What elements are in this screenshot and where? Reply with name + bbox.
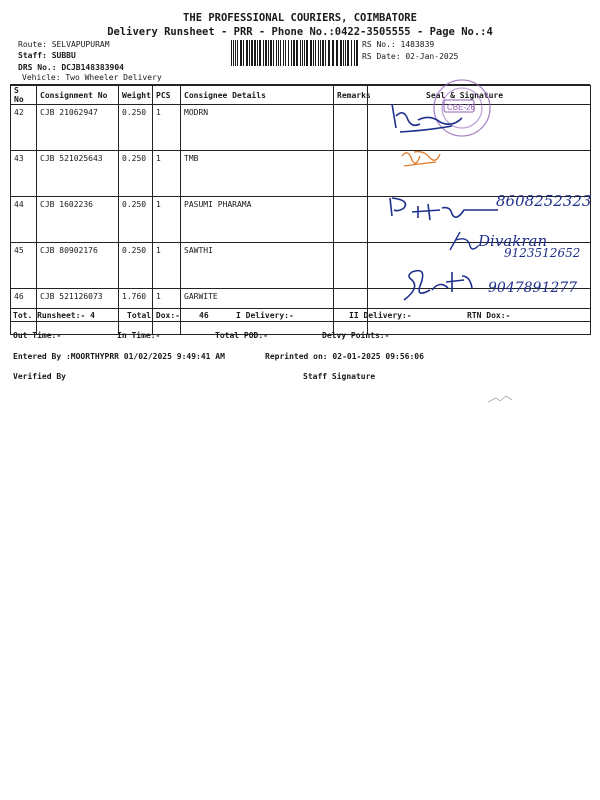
cell-consignee: MODRN xyxy=(181,105,334,151)
cell-consignee: GARWITE xyxy=(181,289,334,335)
out-time-label: Out Time:- xyxy=(13,331,62,340)
cell-sno: 42 xyxy=(11,105,37,151)
cell-consignment: CJB 80902176 xyxy=(37,243,119,289)
delvy-points-label: Delvy Points:- xyxy=(322,331,390,340)
signature-overlay xyxy=(0,0,600,320)
handwritten-name-row-45: Divakran xyxy=(478,232,548,250)
col-header-sno: S No xyxy=(11,86,37,105)
cell-pcs: 1 xyxy=(153,151,181,197)
summary-mid-rule xyxy=(10,321,590,322)
col-header-pcs: PCS xyxy=(153,86,181,105)
rs-number: RS No.: 1483839 xyxy=(362,40,435,49)
cell-sno: 45 xyxy=(11,243,37,289)
col-header-remarks: Remarks xyxy=(334,86,368,105)
route-label: Route: SELVAPUPURAM xyxy=(18,40,110,49)
cell-pcs: 1 xyxy=(153,197,181,243)
col-header-consignee: Consignee Details xyxy=(181,86,334,105)
cell-sno: 43 xyxy=(11,151,37,197)
tot-runsheet: Tot. Runsheet:- 4 xyxy=(13,311,95,320)
cell-weight: 0.250 xyxy=(119,197,153,243)
rs-date: RS Date: 02-Jan-2025 xyxy=(362,52,459,61)
i-delivery-label: I Delivery:- xyxy=(236,311,294,320)
col-header-weight: Weight xyxy=(119,86,153,105)
runsheet-subtitle: Delivery Runsheet - PRR - Phone No.:0422-3505555 - Page No.:4 xyxy=(107,26,493,38)
vehicle-label: Vehicle: Two Wheeler Delivery xyxy=(22,73,162,82)
in-time-label: In Time:- xyxy=(117,331,161,340)
signature-row-46 xyxy=(404,271,472,300)
summary-top-rule xyxy=(10,308,590,309)
handwritten-phone-row-46: 9047891277 xyxy=(488,280,578,296)
handwritten-phone-row-45: 9123512652 xyxy=(504,246,581,260)
cell-consignment: CJB 21062947 xyxy=(37,105,119,151)
rtn-dox-label: RTN Dox:- xyxy=(467,311,511,320)
signature-row-45 xyxy=(450,232,478,250)
cell-sno: 44 xyxy=(11,197,37,243)
verified-by-label: Verified By xyxy=(13,372,66,381)
signature-row-43 xyxy=(402,152,440,166)
col-header-seal: Seal & Signature xyxy=(368,86,591,105)
cell-pcs: 1 xyxy=(153,289,181,335)
cell-weight: 0.250 xyxy=(119,243,153,289)
stamp-code: CBE-26 xyxy=(447,103,476,112)
cell-consignment: CJB 521025643 xyxy=(37,151,119,197)
cell-pcs: 1 xyxy=(153,243,181,289)
col-header-consignment: Consignment No xyxy=(37,86,119,105)
entered-by: Entered By :MOORTHYPRR 01/02/2025 9:49:41 AM xyxy=(13,352,225,361)
cell-consignee: TMB xyxy=(181,151,334,197)
cell-weight: 1.760 xyxy=(119,289,153,335)
company-name: THE PROFESSIONAL COURIERS, COIMBATORE xyxy=(183,12,417,24)
cell-sno: 46 xyxy=(11,289,37,335)
cell-weight: 0.250 xyxy=(119,105,153,151)
cell-consignee: SAWTHI xyxy=(181,243,334,289)
cell-weight: 0.250 xyxy=(119,151,153,197)
scan-speck xyxy=(486,392,516,408)
cell-consignment: CJB 1602236 xyxy=(37,197,119,243)
reprinted-on: Reprinted on: 02-01-2025 09:56:06 xyxy=(265,352,424,361)
cell-consignment: CJB 521126073 xyxy=(37,289,119,335)
signature-row-44 xyxy=(390,198,498,220)
handwritten-phone-row-44: 8608252323 xyxy=(496,192,592,210)
total-dox-value: 46 xyxy=(199,311,209,320)
total-pod-label: Total POD:- xyxy=(215,331,268,340)
cell-pcs: 1 xyxy=(153,105,181,151)
staff-label: Staff: SUBBU xyxy=(18,51,76,60)
ii-delivery-label: II Delivery:- xyxy=(349,311,412,320)
staff-signature-label: Staff Signature xyxy=(303,372,376,381)
cell-consignee: PASUMI PHARAMA xyxy=(181,197,334,243)
drs-number: DRS No.: DCJB148383904 xyxy=(18,63,124,72)
total-dox-label: Total Dox:- xyxy=(127,311,180,320)
